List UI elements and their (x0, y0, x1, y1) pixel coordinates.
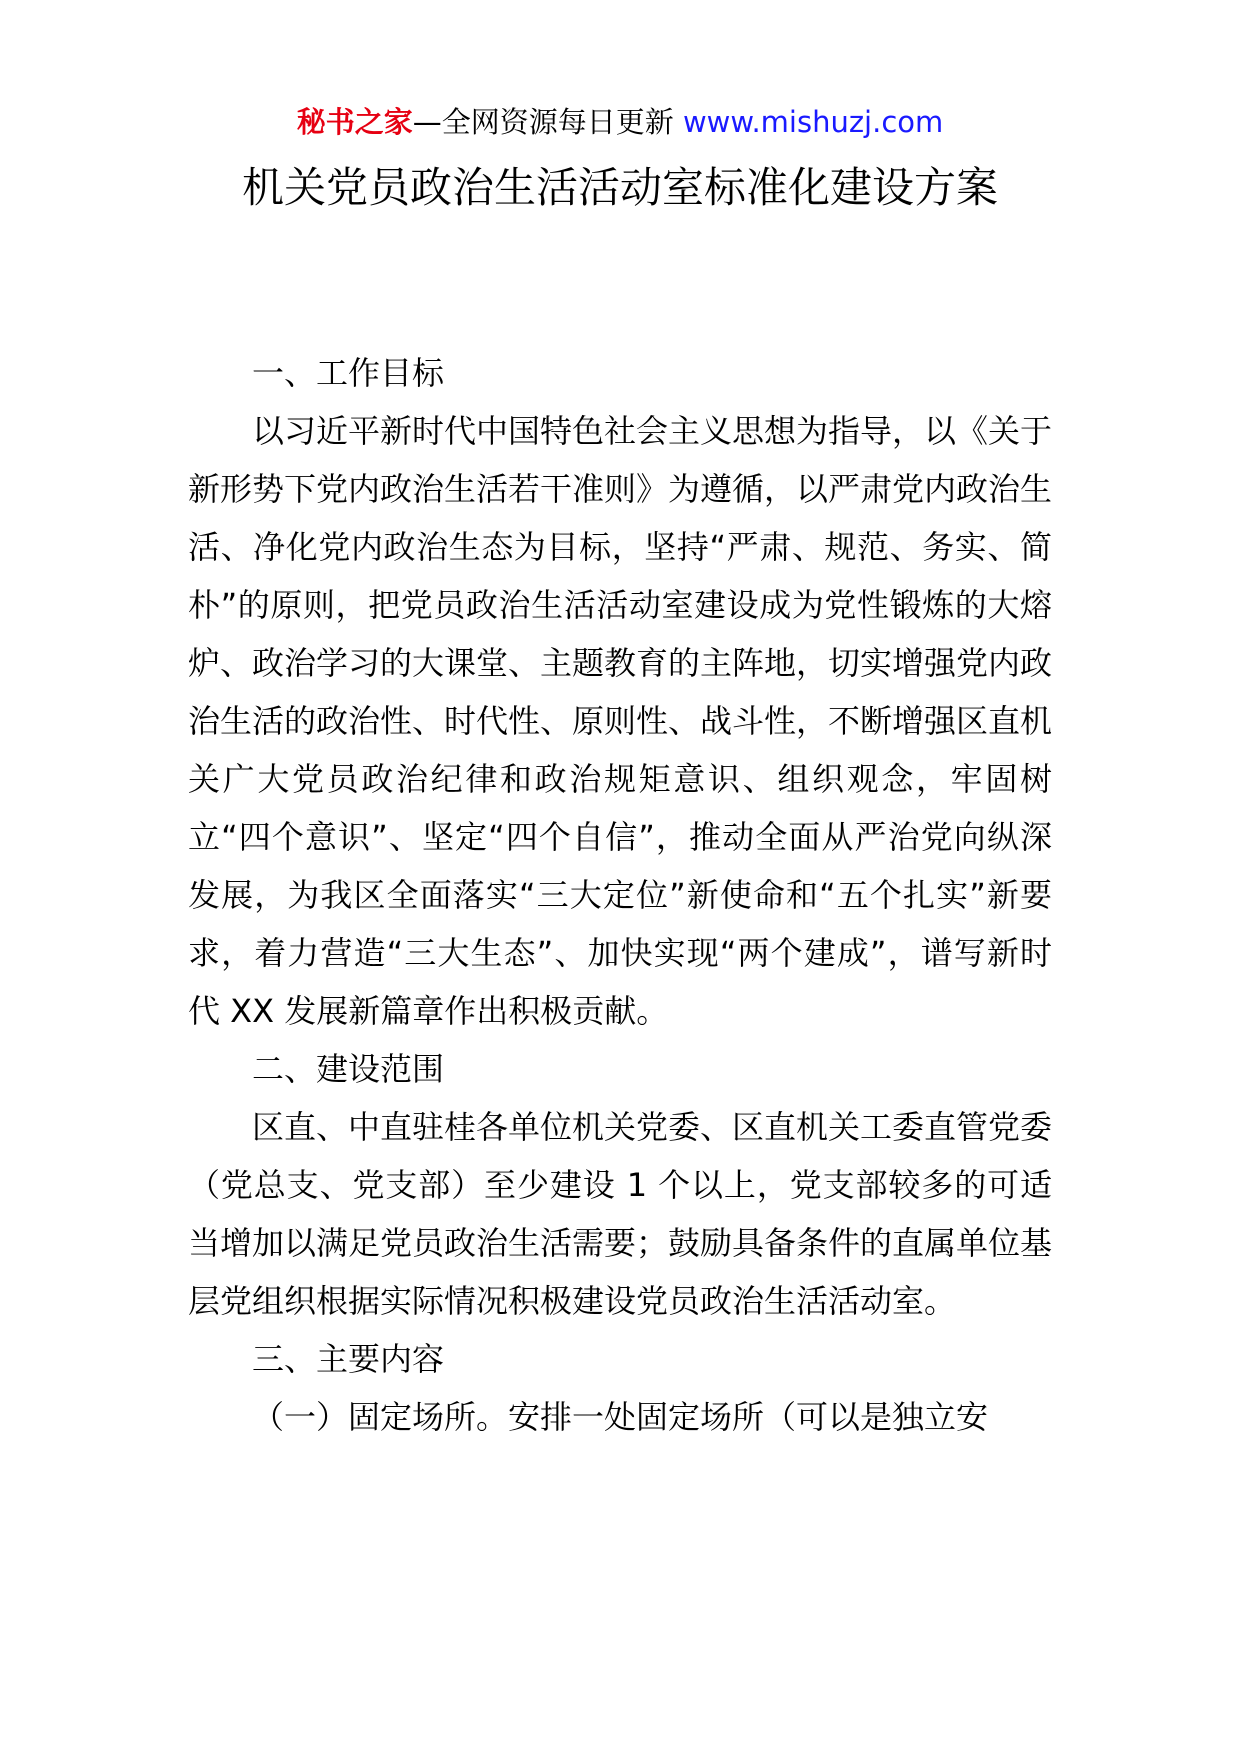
section-heading-goals: 一、工作目标 (252, 354, 445, 392)
site-tagline: —全网资源每日更新 (412, 105, 683, 139)
site-url-link[interactable]: www.mishuzj.com (682, 105, 944, 139)
document-body (188, 344, 1052, 1446)
paragraph-goals: 以习近平新时代中国特色社会主义思想为指导，以《关于新形势下党内政治生活若干准则》为遵循，以严肃党内政治生活、净化党内政治生态为目标，坚持“严肃、规范、务实、简朴”的原则，把党员政治生活活动室建设成为党性锻炼的大熔炉、政治学习的大课堂、主题教育的主阵地，切实增强党内政治生活的政治性、时代性、原则性、战斗性，不断增强区直机关广大党员政治纪律和政治规矩意识、组织观念，牢固树立“四个意识”、坚定“四个自信”，推动全面从严治党向纵深发展，为我区全面落实“三大定位”新使命和“五个扎实”新要求，着力营造“三大生态”、加快实现“两个建成”，谱写新时代 XX 发展新篇章作出积极贡献。 (188, 412, 1053, 1030)
site-brand: 秘书之家 (296, 105, 413, 139)
section-heading-content: 三、主要内容 (252, 1340, 445, 1378)
paragraph-scope: 区直、中直驻桂各单位机关党委、区直机关工委直管党委（党总支、党支部）至少建设 1 个以上，党支部较多的可适当增加以满足党员政治生活需要；鼓励具备条件的直属单位基层党组织根据实际情况积极建设党员政治生活活动室。 (188, 1108, 1053, 1320)
paragraph-fixed-venue: （一）固定场所。安排一处固定场所（可以是独立安 (252, 1398, 989, 1436)
section-heading-scope: 二、建设范围 (252, 1050, 445, 1088)
site-header (0, 100, 1240, 144)
document-title: 机关党员政治生活活动室标准化建设方案 (241, 163, 998, 212)
